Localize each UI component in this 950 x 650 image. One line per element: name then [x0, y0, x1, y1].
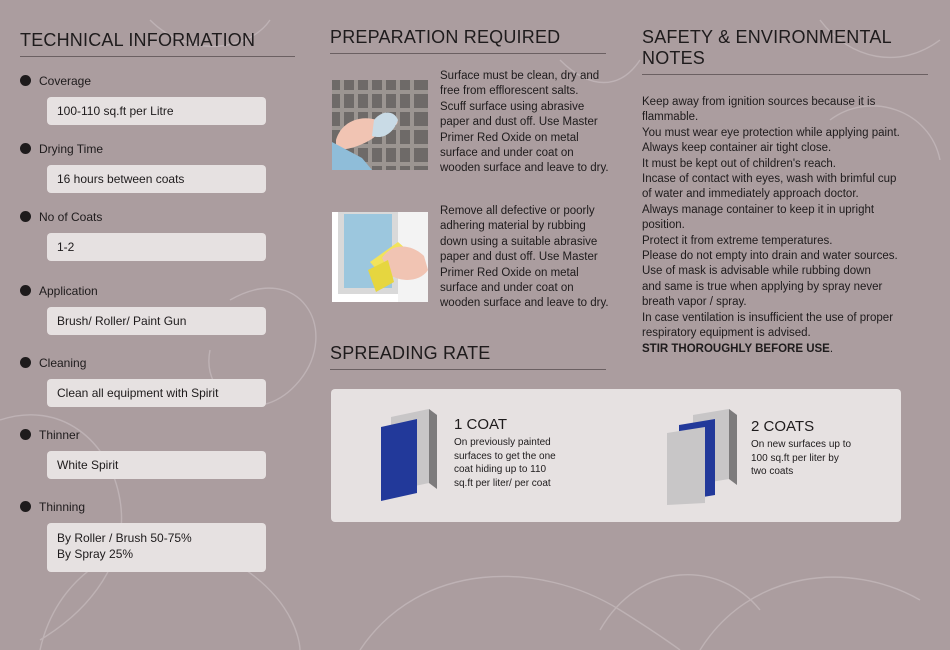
preparation-text-line: Primer Red Oxide on metal: [440, 131, 579, 144]
technical-item-label-row: [20, 497, 295, 517]
preparation-text-line: Primer Red Oxide on metal: [440, 266, 579, 279]
preparation-text-line: wooden surface and leave to dry.: [440, 162, 609, 175]
bullet-icon: [20, 429, 31, 440]
preparation-section: [330, 0, 609, 310]
technical-item-label: Drying Time: [39, 142, 104, 156]
preparation-text-line: down using a suitable abrasive: [440, 235, 598, 248]
safety-section: [642, 0, 928, 357]
technical-item-label: Cleaning: [39, 356, 87, 370]
technical-item: [20, 281, 295, 335]
safety-note-line: Keep away from ignition sources because it is: [642, 96, 876, 108]
two-coats-info: [751, 418, 851, 479]
preparation-text-line: Scuff surface using abrasive: [440, 100, 585, 113]
spreading-rate-divider: [330, 369, 606, 370]
safety-note-line: Protect it from extreme temperatures.: [642, 234, 833, 247]
one-coat-title: 1 COAT: [454, 416, 508, 433]
preparation-text-line: surface and under coat on: [440, 147, 574, 160]
safety-note-line: In case ventilation is insufficient the use of proper: [642, 311, 894, 324]
stir-thoroughly-suffix: .: [829, 342, 834, 355]
bullet-icon: [20, 357, 31, 368]
technical-information-section: [20, 0, 295, 572]
spreading-rate-panel: [331, 389, 901, 522]
technical-item-value-text: White Spirit: [57, 458, 119, 472]
safety-notes: [642, 95, 928, 357]
technical-item-label-row: [20, 207, 295, 227]
two-coats-description: [751, 438, 851, 479]
preparation-step-2-text: [440, 204, 620, 312]
safety-note-line: Use of mask is advisable while rubbing down: [642, 265, 871, 278]
technical-item-value-text: 1-2: [57, 240, 75, 254]
technical-item: [20, 139, 295, 193]
safety-note-line: respiratory equipment is advised.: [642, 327, 811, 340]
technical-item-label-row: [20, 281, 295, 301]
safety-heading: SAFETY & ENVIRONMENTAL NOTES: [642, 27, 892, 68]
technical-item-label: Application: [39, 284, 98, 298]
technical-item-value: [47, 97, 266, 125]
bullet-icon: [20, 75, 31, 86]
safety-note-line: Please do not empty into drain and water sources.: [642, 250, 898, 263]
coat-description-line: coat hiding up to 110: [454, 464, 547, 475]
two-coat-layers-icon: [665, 409, 741, 510]
bullet-icon: [20, 501, 31, 512]
technical-item-value-text: Clean all equipment with Spirit: [57, 386, 219, 400]
safety-emphasis-line: [642, 342, 928, 357]
safety-note-line: position.: [642, 219, 685, 232]
safety-note-line: flammable.: [642, 111, 699, 124]
technical-item-label: Coverage: [39, 74, 92, 88]
preparation-text-line: Remove all defective or poorly: [440, 205, 595, 217]
safety-note-line: Always manage container to keep it in upright: [642, 203, 875, 216]
bullet-icon: [20, 143, 31, 154]
preparation-text-line: Surface must be clean, dry and: [440, 70, 600, 82]
technical-item-label-row: [20, 71, 295, 91]
bullet-icon: [20, 211, 31, 222]
coat-description-line: two coats: [751, 466, 794, 477]
technical-item-value-text: 16 hours between coats: [57, 172, 185, 186]
safety-note-line: and same is true when applying by spray never: [642, 280, 883, 293]
one-coat-layers-icon: [377, 409, 441, 506]
safety-note-line: breath vapor / spray.: [642, 296, 747, 309]
technical-item: [20, 497, 295, 572]
stir-thoroughly-notice: STIR THOROUGHLY BEFORE USE: [642, 342, 830, 355]
bullet-icon: [20, 285, 31, 296]
safety-note-line: Always keep container air tight close.: [642, 142, 832, 155]
technical-item: [20, 425, 295, 479]
technical-item-value-text: Brush/ Roller/ Paint Gun: [57, 314, 187, 328]
technical-item-label-row: [20, 425, 295, 445]
technical-item-label: Thinning: [39, 500, 86, 514]
coat-description-line: sq.ft per liter/ per coat: [454, 477, 551, 489]
spreading-rate-heading: SPREADING RATE: [330, 343, 491, 363]
coat-description-line: surfaces to get the one: [454, 450, 556, 462]
technical-item-label-row: [20, 139, 295, 159]
preparation-step-1-text: [440, 69, 620, 177]
one-coat-description: [454, 436, 556, 490]
technical-item-value: [47, 523, 266, 572]
technical-item: [20, 207, 295, 261]
technical-item-label-row: [20, 353, 295, 373]
preparation-text-line: adhering material by rubbing: [440, 220, 586, 233]
safety-divider: [642, 74, 928, 75]
preparation-text-line: surface and under coat on: [440, 282, 574, 295]
one-coat-info: [454, 416, 556, 490]
technical-item-value-text: 100-110 sq.ft per Litre: [57, 104, 174, 118]
preparation-heading: PREPARATION REQUIRED: [330, 27, 561, 47]
technical-item-label: No of Coats: [39, 210, 103, 224]
coat-description-line: On previously painted: [454, 437, 551, 448]
safety-note-line: Incase of contact with eyes, wash with brimful cup: [642, 173, 897, 186]
preparation-text-line: paper and dust off. Use Master: [440, 116, 598, 129]
preparation-text-line: wooden surface and leave to dry.: [440, 297, 609, 310]
technical-item-value: [47, 379, 266, 407]
technical-item-value: [47, 165, 266, 193]
technical-item-value: [47, 233, 266, 261]
technical-information-heading: TECHNICAL INFORMATION: [20, 30, 256, 50]
technical-item-label: Thinner: [39, 428, 80, 442]
safety-note-line: It must be kept out of children's reach.: [642, 157, 836, 170]
window-frame-sanding-icon: [332, 212, 428, 302]
spreading-rate-section: [330, 343, 606, 370]
safety-note-line: of water and immediately approach doctor.: [642, 188, 859, 201]
technical-item: [20, 353, 295, 407]
safety-note-line: You must wear eye protection while applying paint.: [642, 126, 900, 139]
two-coats-title: 2 COATS: [751, 418, 815, 435]
coat-description-line: 100 sq.ft per liter by: [751, 452, 839, 464]
technical-item: [20, 71, 295, 125]
coat-description-line: On new surfaces up to: [751, 439, 852, 450]
preparation-divider: [330, 53, 606, 54]
technical-list: [20, 71, 295, 572]
metal-grill-wiping-icon: [332, 80, 428, 170]
technical-item-value-text-2: By Spray 25%: [57, 547, 134, 561]
preparation-text-line: paper and dust off. Use Master: [440, 251, 598, 264]
technical-item-value: [47, 451, 266, 479]
technical-divider: [20, 56, 295, 57]
technical-item-value: [47, 307, 266, 335]
technical-item-value-text: By Roller / Brush 50-75%: [57, 531, 192, 545]
preparation-text-line: free from efflorescent salts.: [440, 85, 579, 98]
